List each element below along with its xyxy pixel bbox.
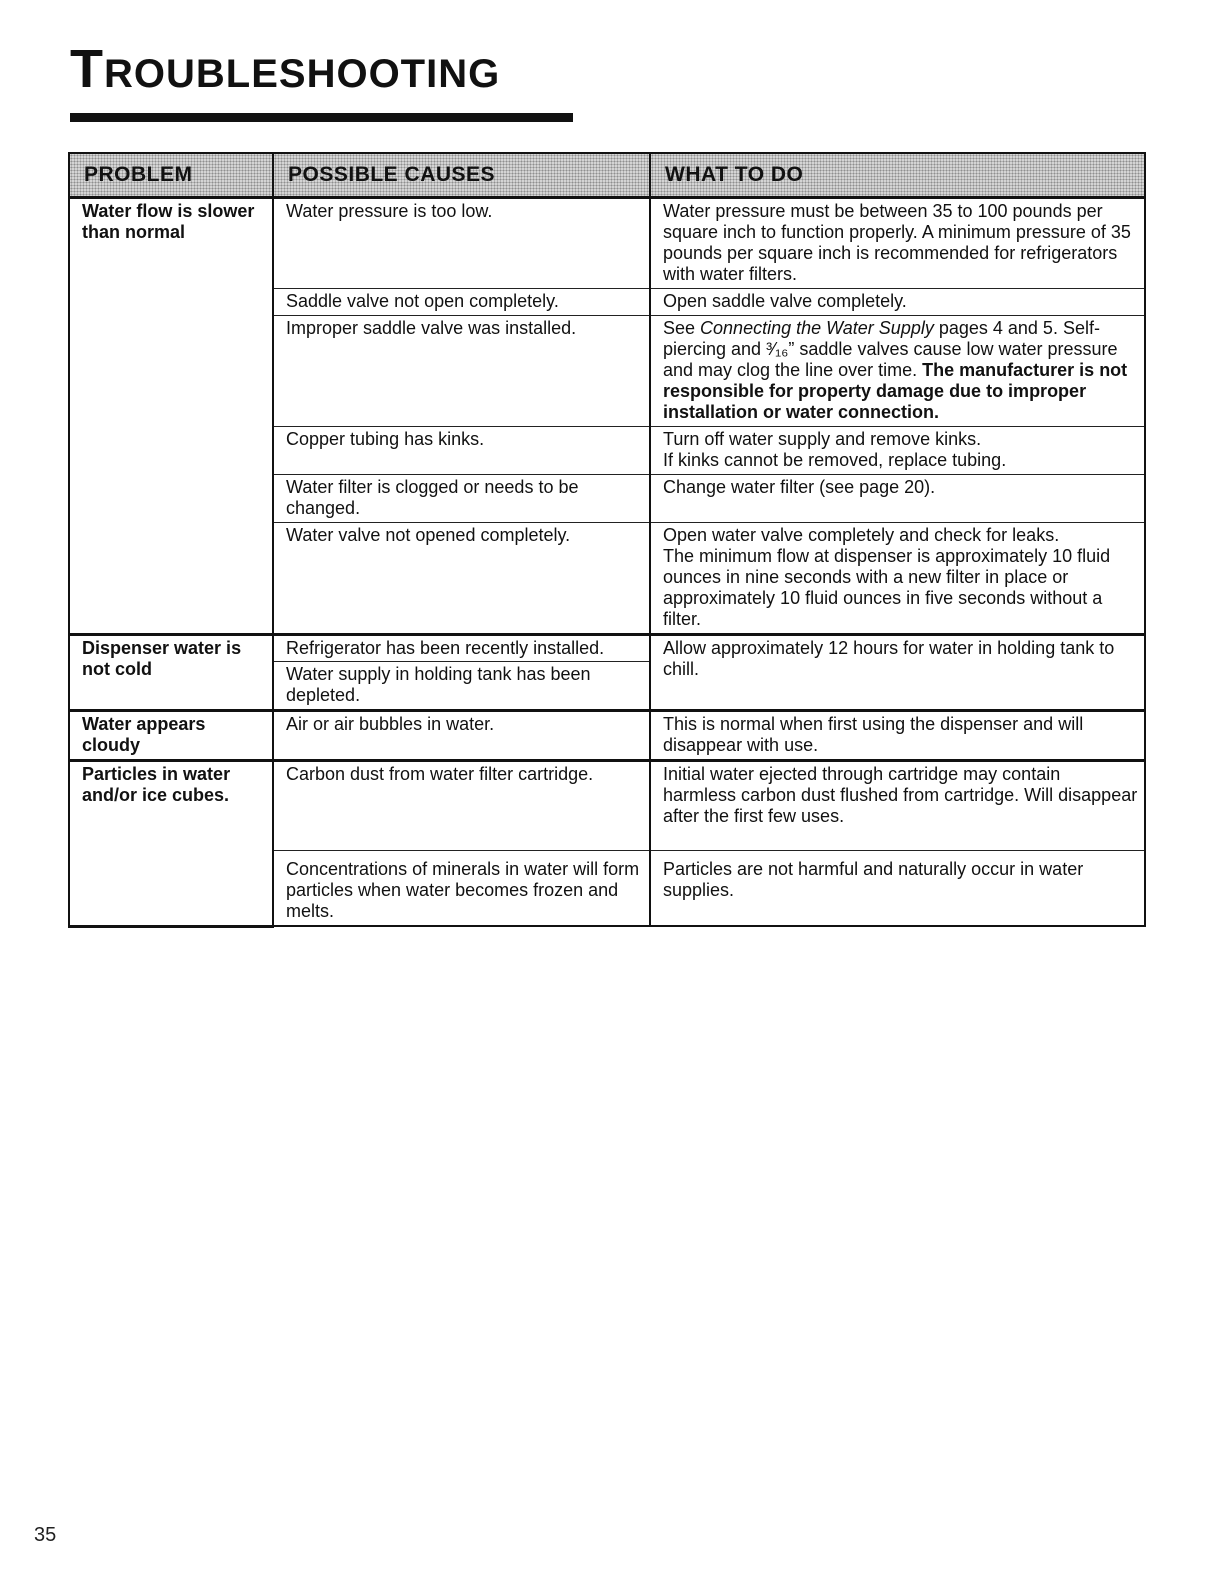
table-header-row bbox=[69, 153, 1145, 198]
page-title-rest: ROUBLESHOOTING bbox=[104, 52, 501, 96]
todo-cell bbox=[650, 316, 1145, 427]
cause-cell: Concentrations of minerals in water will form particles when water becomes frozen and melts. bbox=[273, 851, 650, 927]
todo-cell: Particles are not harmful and naturally occur in water supplies. bbox=[650, 851, 1145, 927]
cause-cell bbox=[273, 635, 650, 711]
todo-cell: Open saddle valve completely. bbox=[650, 289, 1145, 316]
page-number: 35 bbox=[34, 1524, 57, 1546]
todo-cell bbox=[650, 427, 1145, 475]
title-underline bbox=[70, 113, 573, 122]
header-problem: PROBLEM bbox=[69, 153, 273, 198]
cause-cell: Improper saddle valve was installed. bbox=[273, 316, 650, 427]
cause-cell: Water pressure is too low. bbox=[273, 198, 650, 289]
problem-cell: Dispenser water is not cold bbox=[69, 635, 273, 711]
cause-cell: Copper tubing has kinks. bbox=[273, 427, 650, 475]
todo-cell: Initial water ejected through cartridge may contain harmless carbon dust flushed from cartridge. Will disappear after the first few uses. bbox=[650, 761, 1145, 851]
todo-line: Turn off water supply and remove kinks. bbox=[663, 429, 982, 449]
cause-cell: Carbon dust from water filter cartridge. bbox=[273, 761, 650, 851]
table-row bbox=[69, 711, 1145, 761]
table-row bbox=[69, 761, 1145, 851]
cause-text: Water supply in holding tank has been depleted. bbox=[274, 661, 649, 706]
table-row bbox=[69, 198, 1145, 289]
cause-cell: Water valve not opened completely. bbox=[273, 523, 650, 635]
todo-line: Open water valve completely and check for leaks. bbox=[663, 525, 1060, 545]
todo-cell bbox=[650, 523, 1145, 635]
todo-text: See bbox=[663, 318, 701, 338]
cause-text: Refrigerator has been recently installed. bbox=[286, 638, 605, 658]
header-what-to-do: WHAT TO DO bbox=[650, 153, 1145, 198]
problem-cell: Water appears cloudy bbox=[69, 711, 273, 761]
table-row bbox=[69, 635, 1145, 711]
todo-line: The minimum flow at dispenser is approximately 10 fluid ounces in nine seconds with a new filter in place or approximately 10 fluid ounces in five seconds without a filter. bbox=[663, 546, 1111, 629]
problem-text: Water flow is slower than normal bbox=[82, 201, 255, 242]
todo-warning: The manufacturer is not responsible for property damage due to improper installation or water connection. bbox=[663, 360, 1128, 422]
page-title-initial: T bbox=[70, 39, 104, 99]
troubleshooting-table bbox=[68, 152, 1146, 928]
cause-cell: Saddle valve not open completely. bbox=[273, 289, 650, 316]
todo-cell: Change water filter (see page 20). bbox=[650, 475, 1145, 523]
todo-reference: Connecting the Water Supply bbox=[700, 318, 934, 338]
todo-cell: Water pressure must be between 35 to 100 pounds per square inch to function properly. A minimum pressure of 35 pounds per square inch is recommended for refrigerators with water filters. bbox=[650, 198, 1145, 289]
header-possible-causes: POSSIBLE CAUSES bbox=[273, 153, 650, 198]
todo-line: If kinks cannot be removed, replace tubing. bbox=[663, 450, 1007, 470]
cause-cell: Air or air bubbles in water. bbox=[273, 711, 650, 761]
problem-cell: Particles in water and/or ice cubes. bbox=[69, 761, 273, 927]
problem-cell bbox=[69, 198, 273, 635]
cause-cell: Water filter is clogged or needs to be changed. bbox=[273, 475, 650, 523]
todo-cell: This is normal when first using the dispenser and will disappear with use. bbox=[650, 711, 1145, 761]
todo-text: pages 4 and 5. Self-piercing and ³⁄₁₆” saddle valves cause low water pressure and may clog the line over time. bbox=[663, 318, 1118, 380]
page-title bbox=[70, 39, 501, 99]
todo-cell: Allow approximately 12 hours for water in holding tank to chill. bbox=[650, 635, 1145, 711]
